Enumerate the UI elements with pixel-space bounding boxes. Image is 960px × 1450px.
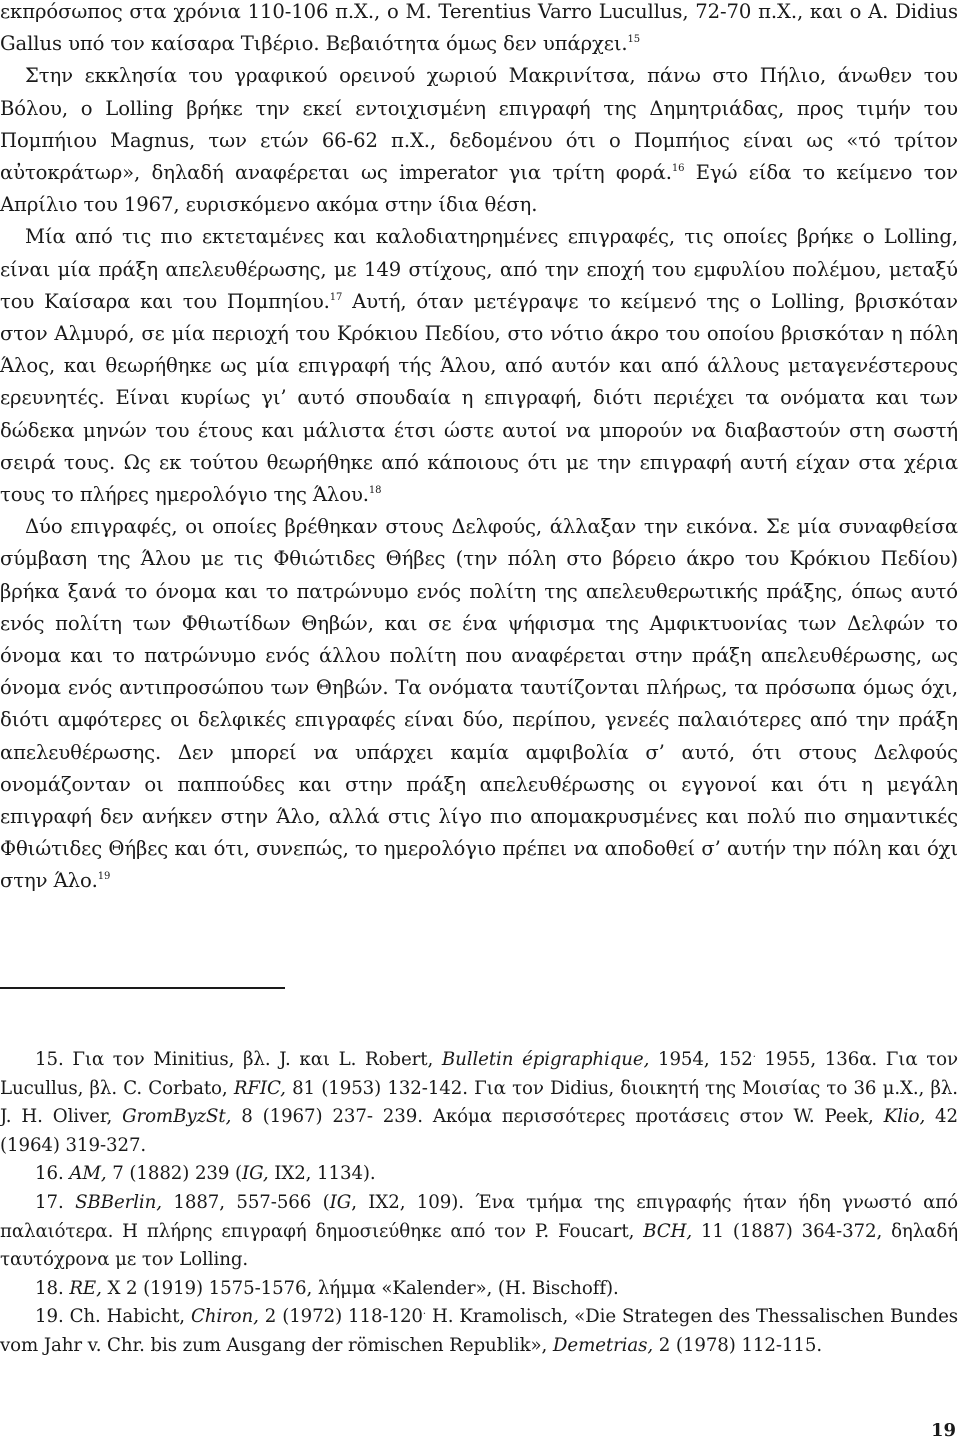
footnote-ref-18: 18 xyxy=(368,485,382,497)
footnote-15-text: 42 (1964) 319-327. xyxy=(0,1106,959,1156)
footnote-16-text: 16. xyxy=(35,1163,70,1185)
footnote-ref-15: 15 xyxy=(627,34,641,46)
footnote-15-text: 15. Για τον Minitius, βλ. J. και L. Robert, xyxy=(35,1049,442,1070)
footnote-17-title: SBBerlin, xyxy=(75,1191,162,1213)
footnote-17-title: IG xyxy=(329,1191,352,1213)
footnote-17-title: BCH, xyxy=(643,1220,693,1242)
footnote-ref-16: 16 xyxy=(671,163,685,175)
footnote-separator xyxy=(0,987,285,989)
footnote-19-text: 2 (1972) 118-120 xyxy=(258,1306,423,1328)
footnote-17-text: 17. xyxy=(35,1191,76,1213)
footnote-18 xyxy=(0,1275,958,1304)
footnote-16-title: AM, xyxy=(69,1163,107,1185)
footnote-15-text: 1955, 136α. Για τον Lucullus, βλ. C. Corbato, xyxy=(0,1049,958,1099)
paragraph-2-text-cont: Εγώ είδα το κείμενο τον Απρίλιο του 1967, ευρισκόμενο ακόμα στην ίδια θέση. xyxy=(0,161,958,217)
paragraph-2 xyxy=(0,60,958,221)
paragraph-3-text-cont: Αυτή, όταν μετέγραψε το κείμενό της ο Lolling, βρισκόταν στον Αλμυρό, σε μία περιοχή του Κρόκιου Πεδίου, στο νότιο άκρο του οποίου βρισκόταν η πόλη Άλος, και θεωρήθηκε ως μία επιγραφή τής Άλου, από αυτόν και από άλλους μεταγενέστερους ερευνητές. Είναι κυρίως γι’ αυτό σπουδαία η επιγραφή, διότι περιέχει τα ονόματα και των δώδεκα μηνών του έτους και μάλιστα έτσι ώστε αυτοί να μπορούν να διαβαστούν στη σωστή σειρά τους. Ως εκ τούτου θεωρήθηκε από κάποιους ότι με την επιγραφή αυτή είχαν στα χέρια τους το πλήρες ημερολόγιο της Άλου. xyxy=(0,289,958,507)
paragraph-4 xyxy=(0,511,958,897)
footnote-16 xyxy=(0,1160,958,1189)
page-number: 19 xyxy=(930,1420,956,1441)
footnote-15-mark: . xyxy=(752,1049,756,1060)
footnote-15-title: Bulletin épigraphique, xyxy=(441,1049,650,1070)
footnote-19-text: 19. Ch. Habicht, xyxy=(35,1306,191,1328)
footnote-ref-19: 19 xyxy=(97,871,111,883)
footnote-19-title: Chiron, xyxy=(190,1306,259,1328)
footnote-19-text: 2 (1978) 112-115. xyxy=(653,1334,823,1356)
footnote-18-text: X 2 (1919) 1575-1576, λήμμα «Kalender», (H. Bischoff). xyxy=(101,1277,619,1299)
footnote-18-title: RE, xyxy=(69,1277,102,1299)
footnote-19-text: H. Kramolisch, «Die Strategen des Thessalischen Bundes vom Jahr v. Chr. bis zum Ausgang der römischen Republik», xyxy=(0,1306,958,1356)
footnote-17-text: 1887, 557-566 ( xyxy=(161,1191,330,1213)
footnotes xyxy=(0,1046,958,1361)
footnote-16-text: 7 (1882) 239 ( xyxy=(106,1163,243,1185)
footnote-17-text: , IX2, 109). Ένα τμήμα της επιγραφής ήταν ήδη γνωστό από παλαιότερα. Η πλήρης επιγραφή δημοσιεύθηκε από τον P. Foucart, xyxy=(0,1191,958,1242)
footnote-15-title: RFIC, xyxy=(233,1077,286,1099)
footnote-16-title: IG, xyxy=(242,1163,269,1185)
footnote-17-text: 11 (1887) 364-372, δηλαδή ταυτόχρονα με τον Lolling. xyxy=(0,1220,958,1271)
paragraph-2-text: Στην εκκλησία του γραφικού ορεινού χωριού Μακρινίτσα, πάνω στο Πήλιο, άνωθεν του Βόλου, ο Lolling βρήκε την εκεί εντοιχισμένη επιγραφή της Δημητριάδας, προς τιμήν του Πομπήιου Magnus, των ετών 66-62 π.Χ., δεδομένου ότι ο Πομπήιος είναι ως «τό τρίτον αὐτοκράτωρ», δηλαδή αναφέρεται ως imperator για τρίτη φορά. xyxy=(0,64,958,185)
paragraph-1-text: εκπρόσωπος στα χρόνια 110-106 π.Χ., ο M. Terentius Varro Lucullus, 72-70 π.Χ., και ο A. Didius Gallus υπό τον καίσαρα Τιβέριο. Βεβαιότητα όμως δεν υπάρχει. xyxy=(0,0,958,56)
footnote-15-text: 8 (1967) 237- 239. Ακόμα περισσότερες προτάσεις στον W. Peek, xyxy=(231,1106,884,1128)
footnote-ref-17: 17 xyxy=(329,291,343,303)
footnote-16-text: IX2, 1134). xyxy=(268,1163,376,1185)
footnote-15-title: GromByzSt, xyxy=(122,1106,232,1128)
paragraph-4-text: Δύο επιγραφές, οι οποίες βρέθηκαν στους Δελφούς, άλλαξαν την εικόνα. Σε μία συναφθείσα σύμβαση της Άλου με τις Φθιώτιδες Θήβες (την πόλη στο βόρειο άκρο του Κρόκιου Πεδίου) βρήκα ξανά το όνομα και το πατρώνυμο ενός πολίτη της απελευθερωτικής πράξης, όπως αυτό ενός πολίτη των Φθιωτίδων Θηβών, και σε ένα ψήφισμα της Αμφικτυονίας των Δελφών το όνομα και το πατρώνυμο ενός άλλου πολίτη που αναφέρεται στην πράξη απελευθέρωσης, ως όνομα ενός αντιπροσώπου των Θηβών. Τα ονόματα ταυτίζονται πλήρως, τα πρόσωπα όμως όχι, διότι αμφότερες οι δελφικές επιγραφές είναι δύο, περίπου, γενεές παλαιότερες από την πράξη απελευθέρωσης. Δεν μπορεί να υπάρχει καμία αμφιβολία σ’ αυτό, ότι στους Δελφούς ονομάζονταν οι παππούδες και στην πράξη απελευθέρωσης οι εγγονοί και ότι η μεγάλη επιγραφή δεν ανήκεν στην Άλο, αλλά στις λίγο πιο απομακρυσμένες και πολύ πιο σημαντικές Φθιώτιδες Θήβες και ότι, συνεπώς, το ημερολόγιο πρέπει να αποδοθεί σ’ αυτήν την πόλη και όχι στην Άλο. xyxy=(0,515,958,893)
footnote-15-text: 81 (1953) 132-142. Για τον Didius, διοικητή της Μοισίας το 36 μ.Χ., βλ. J. H. Oliver, xyxy=(0,1077,958,1128)
footnote-17 xyxy=(0,1189,958,1275)
paragraph-1 xyxy=(0,0,958,60)
footnote-18-text: 18. xyxy=(35,1277,70,1299)
footnote-15-text: 1954, 152 xyxy=(649,1049,753,1070)
footnote-19-mark: . xyxy=(422,1306,426,1318)
footnote-15 xyxy=(0,1046,958,1160)
footnote-15-title: Klio, xyxy=(883,1106,926,1128)
paragraph-3 xyxy=(0,221,958,511)
footnote-19-title: Demetrias, xyxy=(552,1334,654,1356)
footnote-19 xyxy=(0,1303,958,1360)
paragraph-3-text: Μία από τις πιο εκτεταμένες και καλοδιατηρημένες επιγραφές, τις οποίες βρήκε ο Lolling, είναι μία πράξη απελευθέρωσης, με 149 στίχους, από την εποχή του εμφυλίου πολέμου, μεταξύ του Καίσαρα και του Πομπηίου. xyxy=(0,225,958,313)
